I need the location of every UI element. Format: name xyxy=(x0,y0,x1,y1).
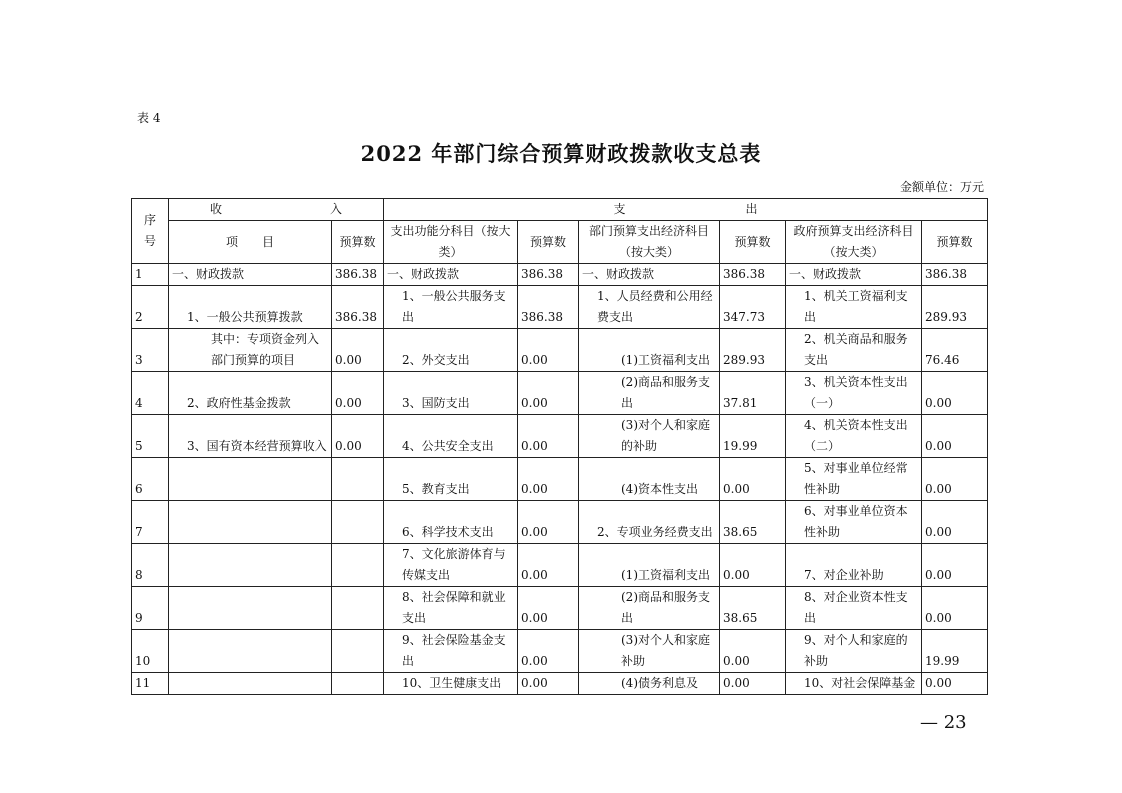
header-income: 收 入 xyxy=(169,199,384,221)
row-income-amount: 0.00 xyxy=(332,415,384,458)
row-gov-amount: 0.00 xyxy=(922,415,988,458)
row-seq: 1 xyxy=(132,264,169,286)
row-gov-item: 一、财政拨款 xyxy=(786,264,922,286)
table-row xyxy=(132,264,988,286)
row-gov-amount: 0.00 xyxy=(922,501,988,544)
row-income-amount: 0.00 xyxy=(332,372,384,415)
row-gov-item: 9、对个人和家庭的补助 xyxy=(786,630,922,673)
row-dept-amount: 0.00 xyxy=(720,544,786,587)
row-income-amount xyxy=(332,673,384,695)
row-func-amount: 0.00 xyxy=(518,673,579,695)
header-gov-econ: 政府预算支出经济科目（按大类） xyxy=(786,221,922,264)
row-income-item: 2、政府性基金拨款 xyxy=(169,372,332,415)
page-number: — 23 xyxy=(920,712,967,733)
row-dept-amount: 347.73 xyxy=(720,286,786,329)
row-income-item: 1、一般公共预算拨款 xyxy=(169,286,332,329)
row-income-amount: 386.38 xyxy=(332,286,384,329)
row-func-amount: 0.00 xyxy=(518,458,579,501)
row-func-item: 7、文化旅游体育与传媒支出 xyxy=(384,544,518,587)
row-dept-item: (1)工资福利支出 xyxy=(579,544,720,587)
row-seq: 5 xyxy=(132,415,169,458)
row-gov-item: 2、机关商品和服务支出 xyxy=(786,329,922,372)
row-dept-item: 一、财政拨款 xyxy=(579,264,720,286)
row-dept-amount: 0.00 xyxy=(720,673,786,695)
row-gov-item: 10、对社会保障基金 xyxy=(786,673,922,695)
row-gov-amount: 19.99 xyxy=(922,630,988,673)
row-income-amount xyxy=(332,630,384,673)
header-dept-budget: 预算数 xyxy=(720,221,786,264)
row-dept-item: 1、人员经费和公用经费支出 xyxy=(579,286,720,329)
row-func-amount: 0.00 xyxy=(518,329,579,372)
row-seq: 6 xyxy=(132,458,169,501)
row-dept-item: (4)债务利息及 xyxy=(579,673,720,695)
row-dept-amount: 19.99 xyxy=(720,415,786,458)
row-func-item: 2、外交支出 xyxy=(384,329,518,372)
row-gov-amount: 0.00 xyxy=(922,458,988,501)
row-seq: 9 xyxy=(132,587,169,630)
row-gov-amount: 0.00 xyxy=(922,587,988,630)
row-func-amount: 0.00 xyxy=(518,544,579,587)
row-gov-item: 6、对事业单位资本性补助 xyxy=(786,501,922,544)
row-func-amount: 0.00 xyxy=(518,630,579,673)
row-gov-amount: 76.46 xyxy=(922,329,988,372)
table-row xyxy=(132,587,988,630)
row-dept-item: (2)商品和服务支出 xyxy=(579,587,720,630)
header-dept-econ: 部门预算支出经济科目（按大类） xyxy=(579,221,720,264)
row-dept-item: (3)对个人和家庭的补助 xyxy=(579,415,720,458)
row-income-item: 一、财政拨款 xyxy=(169,264,332,286)
row-income-item: 3、国有资本经营预算收入 xyxy=(169,415,332,458)
row-dept-item: (4)资本性支出 xyxy=(579,458,720,501)
header-item: 项 目 xyxy=(169,221,332,264)
row-income-item xyxy=(169,544,332,587)
row-gov-item: 1、机关工资福利支出 xyxy=(786,286,922,329)
row-dept-amount: 38.65 xyxy=(720,587,786,630)
table-row xyxy=(132,501,988,544)
row-func-item: 3、国防支出 xyxy=(384,372,518,415)
row-func-item: 1、一般公共服务支出 xyxy=(384,286,518,329)
row-func-amount: 386.38 xyxy=(518,264,579,286)
row-income-amount: 386.38 xyxy=(332,264,384,286)
row-func-item: 4、公共安全支出 xyxy=(384,415,518,458)
header-func-class: 支出功能分科目（按大类） xyxy=(384,221,518,264)
row-dept-item: 2、专项业务经费支出 xyxy=(579,501,720,544)
row-seq: 4 xyxy=(132,372,169,415)
row-func-item: 9、社会保险基金支出 xyxy=(384,630,518,673)
row-income-item xyxy=(169,630,332,673)
table-label: 表 4 xyxy=(137,111,161,125)
unit-label: 金额单位：万元 xyxy=(899,180,984,194)
row-income-item xyxy=(169,458,332,501)
row-func-amount: 386.38 xyxy=(518,286,579,329)
row-income-item: 其中：专项资金列入部门预算的项目 xyxy=(169,329,332,372)
header-seq: 序号 xyxy=(132,199,169,264)
row-dept-amount: 386.38 xyxy=(720,264,786,286)
row-seq: 7 xyxy=(132,501,169,544)
row-dept-amount: 38.65 xyxy=(720,501,786,544)
row-gov-item: 8、对企业资本性支出 xyxy=(786,587,922,630)
row-dept-item: (3)对个人和家庭补助 xyxy=(579,630,720,673)
table-row xyxy=(132,458,988,501)
table-row xyxy=(132,329,988,372)
row-gov-amount: 0.00 xyxy=(922,372,988,415)
row-seq: 11 xyxy=(132,673,169,695)
row-seq: 2 xyxy=(132,286,169,329)
row-dept-amount: 0.00 xyxy=(720,458,786,501)
row-income-item xyxy=(169,501,332,544)
row-dept-amount: 289.93 xyxy=(720,329,786,372)
row-gov-item: 3、机关资本性支出（一） xyxy=(786,372,922,415)
header-expense: 支 出 xyxy=(384,199,988,221)
row-income-amount xyxy=(332,501,384,544)
row-income-amount xyxy=(332,587,384,630)
row-seq: 10 xyxy=(132,630,169,673)
row-income-amount: 0.00 xyxy=(332,329,384,372)
header-func-budget: 预算数 xyxy=(518,221,579,264)
row-gov-amount: 0.00 xyxy=(922,544,988,587)
row-func-amount: 0.00 xyxy=(518,415,579,458)
row-func-amount: 0.00 xyxy=(518,372,579,415)
row-seq: 3 xyxy=(132,329,169,372)
row-func-item: 10、卫生健康支出 xyxy=(384,673,518,695)
page-title: 2022 年部门综合预算财政拨款收支总表 xyxy=(360,141,762,166)
row-dept-amount: 0.00 xyxy=(720,630,786,673)
row-func-item: 一、财政拨款 xyxy=(384,264,518,286)
table-row xyxy=(132,630,988,673)
row-gov-item: 4、机关资本性支出（二） xyxy=(786,415,922,458)
row-gov-item: 5、对事业单位经常性补助 xyxy=(786,458,922,501)
row-income-item xyxy=(169,673,332,695)
row-gov-amount: 0.00 xyxy=(922,673,988,695)
row-gov-amount: 289.93 xyxy=(922,286,988,329)
row-func-item: 5、教育支出 xyxy=(384,458,518,501)
row-func-amount: 0.00 xyxy=(518,587,579,630)
row-gov-amount: 386.38 xyxy=(922,264,988,286)
table-row xyxy=(132,286,988,329)
row-income-item xyxy=(169,587,332,630)
table-row xyxy=(132,544,988,587)
row-income-amount xyxy=(332,458,384,501)
header-income-budget: 预算数 xyxy=(332,221,384,264)
row-gov-item: 7、对企业补助 xyxy=(786,544,922,587)
row-func-item: 8、社会保障和就业支出 xyxy=(384,587,518,630)
row-dept-item: (1)工资福利支出 xyxy=(579,329,720,372)
row-dept-amount: 37.81 xyxy=(720,372,786,415)
row-func-item: 6、科学技术支出 xyxy=(384,501,518,544)
row-func-amount: 0.00 xyxy=(518,501,579,544)
table-row xyxy=(132,673,988,695)
table-row xyxy=(132,415,988,458)
table-row xyxy=(132,372,988,415)
row-dept-item: (2)商品和服务支出 xyxy=(579,372,720,415)
row-seq: 8 xyxy=(132,544,169,587)
row-income-amount xyxy=(332,544,384,587)
header-gov-budget: 预算数 xyxy=(922,221,988,264)
budget-table xyxy=(131,198,988,695)
